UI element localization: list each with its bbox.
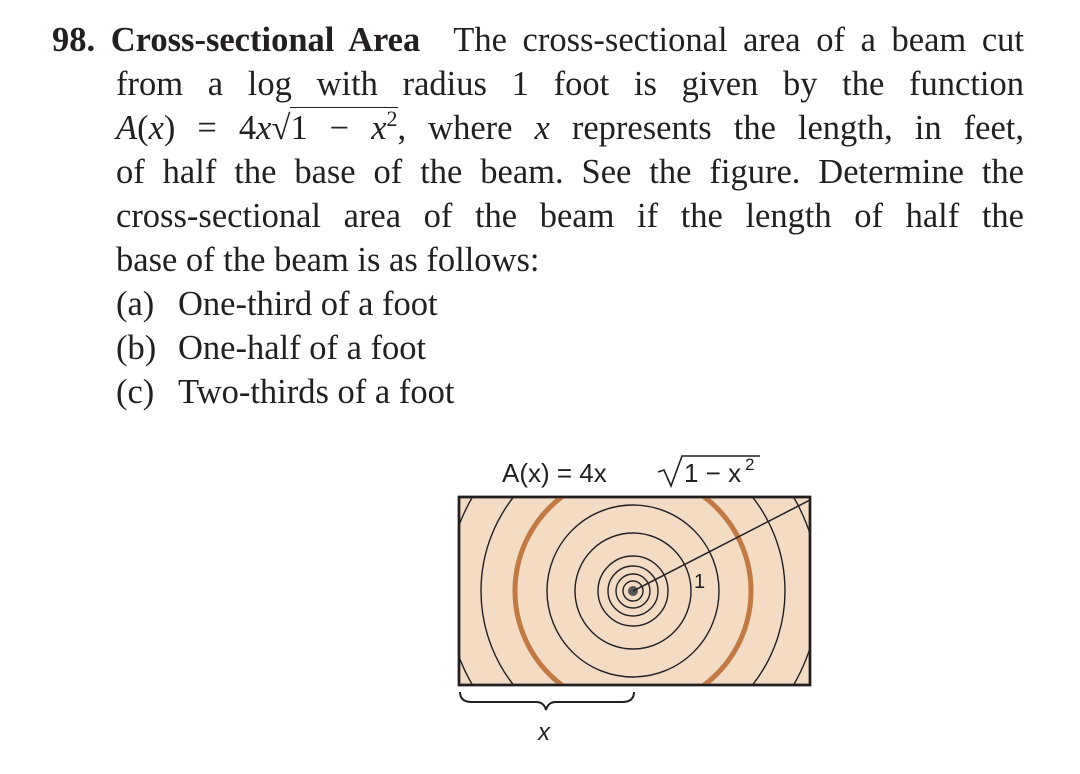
beam-figure-svg [440, 440, 840, 760]
formula-paren-close: ) [163, 109, 176, 147]
part-c [116, 370, 1024, 414]
formula-exponent: 2 [386, 106, 398, 131]
problem-first-line [52, 18, 1024, 62]
problem-line-6: base of the beam is as follows: [116, 241, 540, 279]
radical-sign-icon: √ [271, 109, 291, 147]
figure-formula-exponent: 2 [745, 455, 755, 474]
part-c-text: Two-thirds of a foot [178, 373, 455, 411]
beam-figure [440, 440, 840, 760]
part-a [116, 282, 1024, 326]
formula-lhs: A [116, 109, 138, 147]
problem-98 [52, 18, 1024, 414]
formula-radicand [290, 107, 397, 147]
part-c-label: (c) [116, 373, 155, 411]
problem-title: Cross-sectional Area [110, 21, 421, 59]
formula-radicand-var: x [371, 109, 387, 147]
part-b-label: (b) [116, 329, 157, 367]
formula-paren-open: ( [137, 109, 149, 147]
problem-line-4: of half the base of the beam. See the figure. Determine the [116, 153, 1024, 191]
formula-var: x [148, 109, 164, 147]
formula-radicand-one: 1 − [290, 109, 372, 147]
part-a-text: One-third of a foot [178, 285, 438, 323]
figure-formula-a: A(x) = 4x [502, 458, 607, 488]
radius-label: 1 [694, 571, 706, 593]
area-formula [116, 107, 398, 147]
formula-after: , where [397, 109, 535, 147]
problem-line-5: cross-sectional area of the beam if the length of half the [116, 197, 1024, 235]
where-var: x [534, 109, 550, 147]
figure-formula-radicand: 1 − x [684, 458, 742, 488]
base-label: x [538, 719, 550, 746]
part-a-label: (a) [116, 285, 155, 323]
problem-number: 98. [52, 21, 96, 59]
problem-parts [52, 282, 1024, 414]
formula-coef-var: x [256, 109, 272, 147]
part-b-text: One-half of a foot [178, 329, 427, 367]
problem-intro: The cross-sectional area of a beam cut [453, 21, 1024, 59]
problem-line-2: from a log with radius 1 foot is given by the function [116, 65, 1024, 103]
part-b [116, 326, 1024, 370]
problem-line-3 [52, 106, 1024, 150]
formula-eq: = 4 [175, 109, 257, 147]
half-base-brace [460, 692, 634, 710]
line-3-rest: represents the length, in feet, [549, 109, 1024, 147]
